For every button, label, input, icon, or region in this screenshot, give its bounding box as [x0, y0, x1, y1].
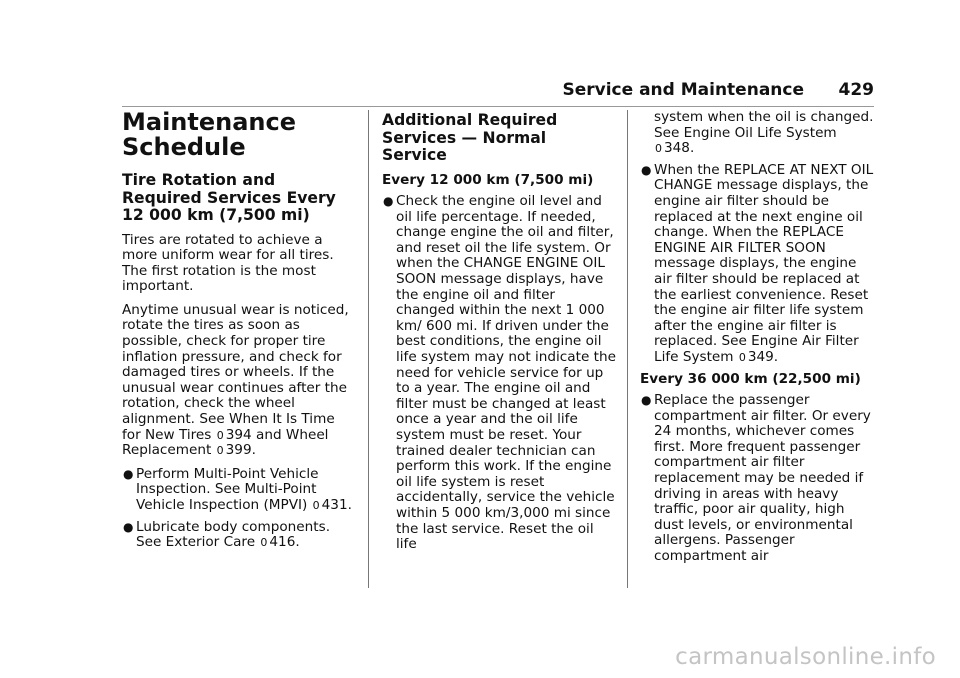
cross-ref-arrow-icon: 0: [312, 499, 320, 512]
column-divider-2: [627, 110, 628, 588]
page-ref[interactable]: 399.: [225, 442, 256, 459]
page-ref[interactable]: 348.: [664, 140, 695, 157]
column-1: [122, 110, 354, 557]
watermark: carmanualsonline.info: [675, 644, 936, 670]
bullet-icon: ●: [641, 162, 652, 177]
list-item: ● Lubricate body components. See Exterior Care 0 416.: [123, 518, 331, 551]
bullet-icon: ●: [641, 393, 652, 408]
page-ref[interactable]: 416.: [269, 534, 300, 551]
section-title: Service and Maintenance: [562, 80, 804, 100]
paragraph: Tires are rotated to achieve a more uniform wear for all tires. The first rotation is the most important.: [122, 231, 334, 295]
interval-heading: Every 36 000 km (22,500 mi): [640, 370, 861, 387]
cross-ref-arrow-icon: 0: [216, 444, 224, 458]
column-3: [640, 110, 876, 571]
page-number: 429: [838, 80, 874, 100]
paragraph: Anytime unusual wear is noticed, rotate the tires as soon as possible, check for proper tire inflation pressure, and check for damaged tires or wheels. If the unusual wear continues after the rotation, check the wheel alignment. See When It Is Time for New Tires 0 394 and Wheel Replacement 0 399.: [122, 301, 349, 459]
list-item: ● Replace the passenger compartment air filter. Or every 24 months, whichever comes first. More frequent passenger compartment air filter replacement may be needed if driving in areas with heavy traffic, poor air quality, high dust levels, or environmental allergens. Passenger compartment air: [641, 392, 871, 565]
page-ref[interactable]: 349.: [747, 348, 779, 365]
bullet-icon: ●: [123, 519, 134, 534]
list-item: ● When the REPLACE AT NEXT OIL CHANGE message displays, the engine air filter should be replaced at the next engine oil change. When the REPLACE ENGINE AIR FILTER SOON message displays, the engine air filter should be replaced at the earliest convenience. Reset the engine air filter life system after the engine air filter is replaced. See Engine Air Filter Life System 0 349.: [641, 161, 874, 365]
page-header: [122, 80, 874, 107]
cross-ref-arrow-icon: 0: [260, 536, 268, 550]
cross-ref-arrow-icon: 0: [216, 428, 224, 442]
bullet-icon: ●: [383, 194, 394, 209]
column-divider-1: [368, 110, 369, 588]
list-item: ● Check the engine oil level and oil life percentage. If needed, change engine the oil and filter, and reset oil the life system. Or when the CHANGE ENGINE OIL SOON message displays, have the engine oil and filter changed within the next 1 000 km/ 600 mi. If driven under the best conditions, the engine oil life system may not indicate the need for vehicle service for up to a year. The engine oil and filter must be changed at least once a year and the oil life system must be reset. Your trained dealer technician can perform this work. If the engine oil life system is reset accidentally, service the vehicle within 5 000 km/3,000 mi since the last service. Reset the oil life: [383, 193, 616, 553]
section-heading: Additional Required Services — Normal Service: [382, 111, 558, 164]
bullet-icon: ●: [123, 466, 134, 481]
list-item: ● Perform Multi-Point Vehicle Inspection. See Multi-Point Vehicle Inspection (MPVI) 0 431.: [123, 465, 352, 513]
cross-ref-arrow-icon: 0: [738, 350, 746, 364]
column-2: [382, 110, 616, 559]
interval-heading: Every 12 000 km (7,500 mi): [382, 171, 594, 188]
page-ref[interactable]: 394: [225, 426, 252, 443]
page-title: Maintenance Schedule: [122, 108, 297, 161]
page-ref[interactable]: 431.: [321, 497, 352, 513]
list-item-continued: system when the oil is changed. See Engine Oil Life System 0 348.: [654, 109, 874, 157]
subsection-heading: Tire Rotation and Required Services Every 12 000 km (7,500 mi): [122, 171, 336, 224]
cross-ref-arrow-icon: 0: [655, 142, 662, 156]
